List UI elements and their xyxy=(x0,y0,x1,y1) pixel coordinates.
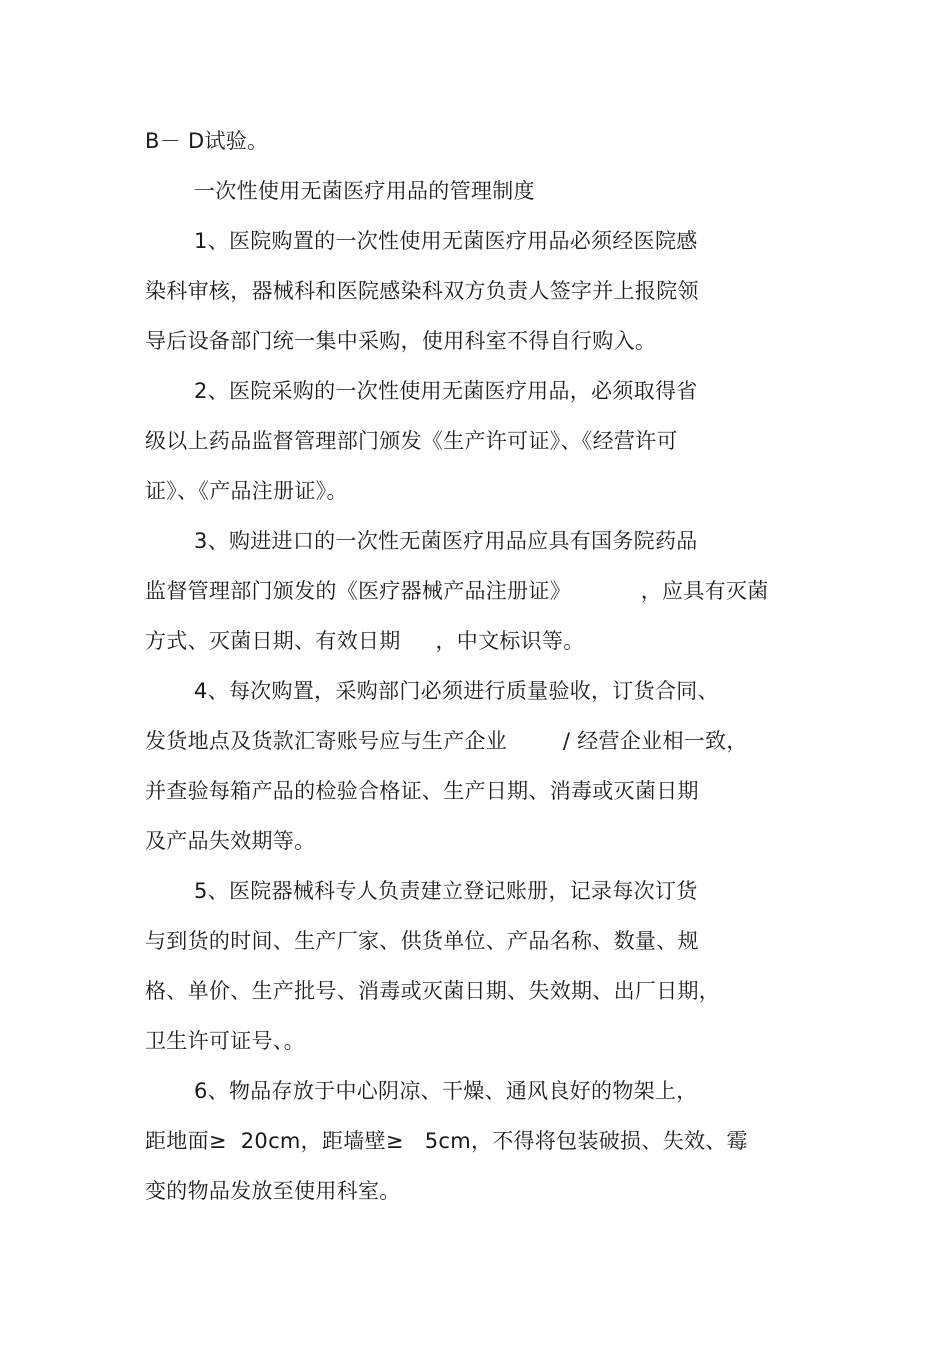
text-line: 级以上药品监督管理部门颁发《生产许可证》、《经营许可 xyxy=(145,429,678,453)
text-line: 3、购进进口的一次性无菌医疗用品应具有国务院药品 xyxy=(194,529,698,553)
text-line: 发货地点及货款汇寄账号应与生产企业 / 经营企业相一致， xyxy=(145,729,748,753)
section-title: 一次性使用无菌医疗用品的管理制度 xyxy=(194,179,535,203)
text-line: 格、单价、生产批号、消毒或灭菌日期、失效期、出厂日期， xyxy=(145,979,721,1003)
text-line: 4、每次购置，采购部门必须进行质量验收，订货合同、 xyxy=(194,679,719,703)
text-line: 及产品失效期等。 xyxy=(145,829,316,853)
text-line: 距地面≥ 20cm，距墙壁≥ 5cm，不得将包装破损、失效、霉 xyxy=(145,1129,748,1153)
text-line: 监督管理部门颁发的《医疗器械产品注册证》 ，应具有灭菌 xyxy=(145,579,769,603)
text-line: B－ D试验。 xyxy=(145,129,269,153)
text-line: 6、物品存放于中心阴凉、干燥、通风良好的物架上， xyxy=(194,1079,698,1103)
text-line: 并查验每箱产品的检验合格证、生产日期、消毒或灭菌日期 xyxy=(145,779,699,803)
text-line: 染科审核，器械科和医院感染科双方负责人签字并上报院领 xyxy=(145,279,699,303)
text-line: 变的物品发放至使用科室。 xyxy=(145,1179,401,1203)
text-line: 方式、灭菌日期、有效日期 ，中文标识等。 xyxy=(145,629,585,653)
text-line: 1、医院购置的一次性使用无菌医疗用品必须经医院感 xyxy=(194,229,698,253)
text-line: 2、医院采购的一次性使用无菌医疗用品，必须取得省 xyxy=(194,379,698,403)
text-line: 卫生许可证号、。 xyxy=(145,1029,305,1053)
text-line: 导后设备部门统一集中采购，使用科室不得自行购入。 xyxy=(145,329,657,353)
text-line: 5、医院器械科专人负责建立登记账册，记录每次订货 xyxy=(194,879,698,903)
text-line: 与到货的时间、生产厂家、供货单位、产品名称、数量、规 xyxy=(145,929,699,953)
text-line: 证》、《产品注册证》。 xyxy=(145,479,348,503)
